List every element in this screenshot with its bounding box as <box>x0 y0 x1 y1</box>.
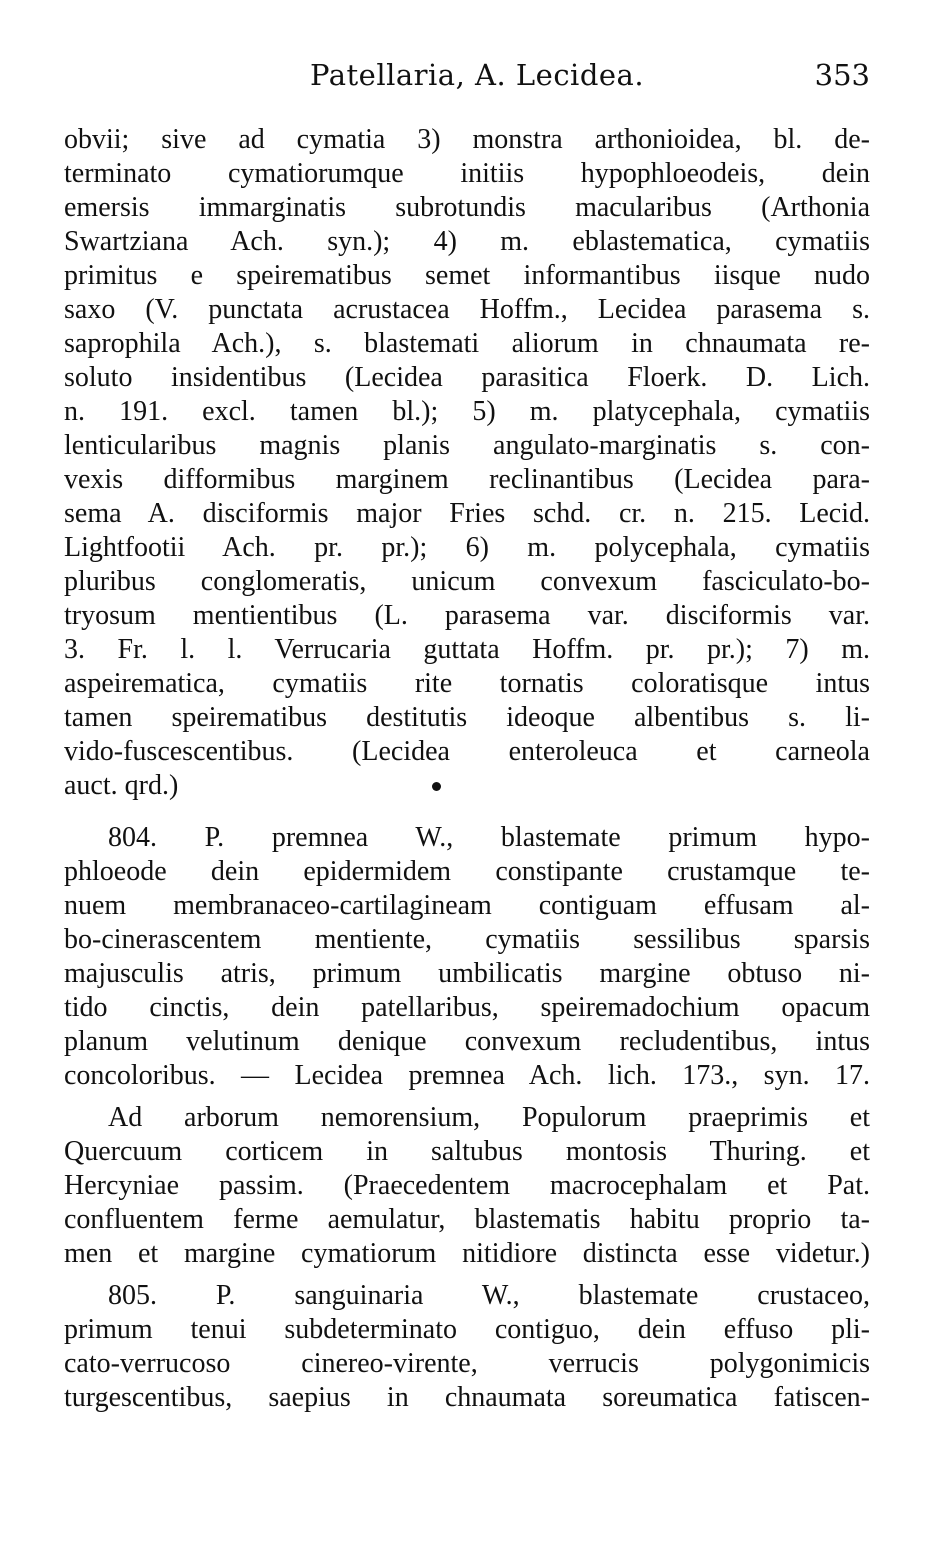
running-title: Patellaria, A. Lecidea. <box>310 58 645 92</box>
text-line: pluribus conglomeratis, unicum convexum fasciculato-bo- <box>64 566 870 597</box>
text-line: emersis immarginatis subrotundis macularibus (Arthonia <box>64 192 870 223</box>
text-line: sema A. disciformis major Fries schd. cr. n. 215. Lecid. <box>64 498 870 529</box>
text-line: primum tenui subdeterminato contiguo, dein effuso pli- <box>64 1314 870 1345</box>
text-line: planum velutinum denique convexum recludentibus, intus <box>64 1026 870 1057</box>
text-line: vexis difformibus marginem reclinantibus (Lecidea para- <box>64 464 870 495</box>
text-line: vido-fuscescentibus. (Lecidea enteroleuca et carneola <box>64 736 870 767</box>
text-line: concoloribus. — Lecidea premnea Ach. lich. 173., syn. 17. <box>64 1060 870 1091</box>
text-line: auct. qrd.) <box>64 770 179 801</box>
text-line: tryosum mentientibus (L. parasema var. disciformis var. <box>64 600 870 631</box>
text-line: n. 191. excl. tamen bl.); 5) m. platycephala, cymatiis <box>64 396 870 427</box>
text-line: confluentem ferme aemulatur, blastematis habitu proprio ta- <box>64 1204 870 1235</box>
text-line: Lightfootii Ach. pr. pr.); 6) m. polycephala, cymatiis <box>64 532 870 563</box>
text-line: tamen speirematibus destitutis ideoque albentibus s. li- <box>64 702 870 733</box>
page-number: 353 <box>814 58 870 92</box>
text-line: men et margine cymatiorum nitidiore distincta esse videtur.) <box>64 1238 870 1269</box>
ink-dot <box>432 782 441 791</box>
text-line: turgescentibus, saepius in chnaumata soreumatica fatiscen- <box>64 1382 870 1413</box>
text-line: phloeode dein epidermidem constipante crustamque te- <box>64 856 870 887</box>
text-line: nuem membranaceo-cartilagineam contiguam effusam al- <box>64 890 870 921</box>
text-line: lenticularibus magnis planis angulato-marginatis s. con- <box>64 430 870 461</box>
text-line: Hercyniae passim. (Praecedentem macrocephalam et Pat. <box>64 1170 870 1201</box>
entry-805-heading: 805. P. sanguinaria W., blastemate crustaceo, <box>108 1280 870 1311</box>
text-line: saprophila Ach.), s. blastemati aliorum in chnaumata re- <box>64 328 870 359</box>
text-line: saxo (V. punctata acrustacea Hoffm., Lecidea parasema s. <box>64 294 870 325</box>
entry-804-heading: 804. P. premnea W., blastemate primum hypo- <box>108 822 870 853</box>
text-line: cato-verrucoso cinereo-virente, verrucis polygonimicis <box>64 1348 870 1379</box>
text-line: primitus e speirematibus semet informantibus iisque nudo <box>64 260 870 291</box>
text-line: soluto insidentibus (Lecidea parasitica Floerk. D. Lich. <box>64 362 870 393</box>
text-line: obvii; sive ad cymatia 3) monstra arthonioidea, bl. de- <box>64 124 870 155</box>
text-line: Swartziana Ach. syn.); 4) m. eblastematica, cymatiis <box>64 226 870 257</box>
text-line: Quercuum corticem in saltubus montosis Thuring. et <box>64 1136 870 1167</box>
text-line: aspeirematica, cymatiis rite tornatis coloratisque intus <box>64 668 870 699</box>
text-line: Ad arborum nemorensium, Populorum praeprimis et <box>108 1102 870 1133</box>
text-line: terminato cymatiorumque initiis hypophloeodeis, dein <box>64 158 870 189</box>
page-header <box>64 58 870 98</box>
text-line: majusculis atris, primum umbilicatis margine obtuso ni- <box>64 958 870 989</box>
text-line: tido cinctis, dein patellaribus, speiremadochium opacum <box>64 992 870 1023</box>
text-line: 3. Fr. l. l. Verrucaria guttata Hoffm. pr. pr.); 7) m. <box>64 634 870 665</box>
text-line: bo-cinerascentem mentiente, cymatiis sessilibus sparsis <box>64 924 870 955</box>
